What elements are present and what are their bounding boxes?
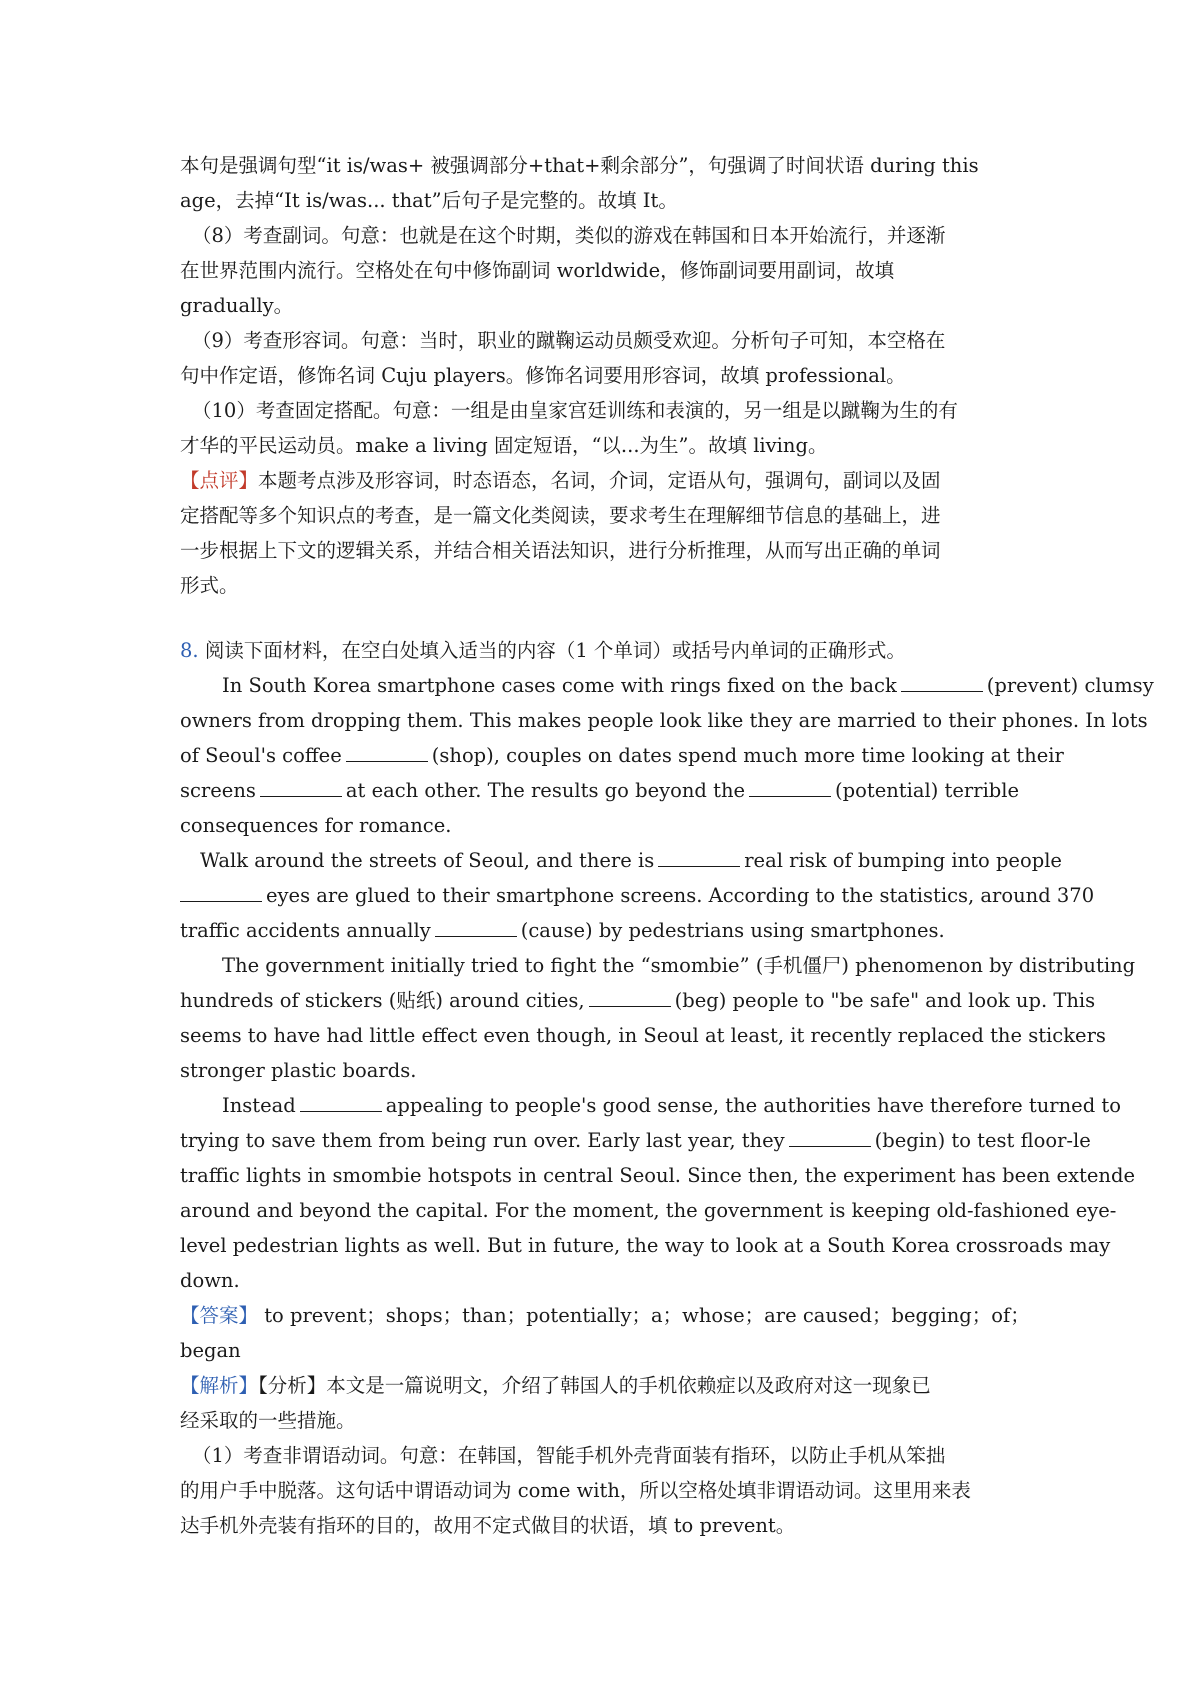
passage-line: owners from dropping them. This makes people look like they are married to their phones. In lots (180, 709, 1148, 732)
answer-blank[interactable] (658, 844, 740, 867)
answer-text: to prevent；shops；than；potentially；a；whose；are caused；begging；of； (258, 1304, 1030, 1327)
passage-line: trying to save them from being run over. Early last year, they (begin) to test floor-le (180, 1123, 1160, 1158)
answer-label: 【答案】 (180, 1304, 259, 1327)
answer-blank[interactable] (346, 739, 428, 762)
answer-line (180, 1298, 1160, 1333)
text-line: （10）考查固定搭配。句意：一组是由皇家宫廷训练和表演的，另一组是以蹴鞠为生的有 (192, 399, 958, 422)
analysis-label: 【解析】 (180, 1374, 259, 1397)
passage-line: hundreds of stickers (贴纸) around cities, (beg) people to "be safe" and look up. This (180, 983, 1160, 1018)
answer-blank[interactable] (589, 984, 671, 1007)
analysis-line (180, 1368, 1160, 1403)
passage-line: traffic lights in smombie hotspots in central Seoul. Since then, the experiment has been extende (180, 1164, 1135, 1187)
text-line: 达手机外壳装有指环的目的，故用不定式做目的状语，填 to prevent。 (180, 1514, 796, 1537)
text-line: （8）考查副词。句意：也就是在这个时期，类似的游戏在韩国和日本开始流行，并逐渐 (192, 224, 946, 247)
passage-line: seems to have had little effect even though, in Seoul at least, it recently replaced the stickers (180, 1024, 1106, 1047)
answer-blank[interactable] (260, 774, 342, 797)
text-line: 本句是强调句型“it is/was+ 被强调部分+that+剩余部分”，句强调了时间状语 during this (180, 154, 979, 177)
passage-line: screens at each other. The results go beyond the (potential) terrible (180, 773, 1160, 808)
review-label: 【点评】 (180, 469, 259, 492)
passage-line: eyes are glued to their smartphone screens. According to the statistics, around 370 (180, 878, 1160, 913)
review-text: 本题考点涉及形容词，时态语态，名词，介词，定语从句，强调句，副词以及固 (258, 469, 941, 492)
text-line: 定搭配等多个知识点的考查，是一篇文化类阅读，要求考生在理解细节信息的基础上，进 (180, 504, 941, 527)
passage-line: of Seoul's coffee (shop), couples on dates spend much more time looking at their (180, 738, 1160, 773)
passage-line: down. (180, 1269, 240, 1292)
answer-line: began (180, 1339, 241, 1362)
passage-line: stronger plastic boards. (180, 1059, 417, 1082)
text-line: 一步根据上下文的逻辑关系，并结合相关语法知识，进行分析推理，从而写出正确的单词 (180, 539, 941, 562)
text-line: 在世界范围内流行。空格处在句中修饰副词 worldwide，修饰副词要用副词，故填 (180, 259, 895, 282)
review-line (180, 463, 1160, 498)
answer-blank[interactable] (749, 774, 831, 797)
passage-line: In South Korea smartphone cases come with rings fixed on the back (prevent) clumsy (180, 668, 1160, 703)
text-line: gradually。 (180, 294, 294, 317)
passage-line: consequences for romance. (180, 814, 452, 837)
question-heading (180, 633, 1160, 668)
question-instruction: 阅读下面材料，在空白处填入适当的内容（1 个单词）或括号内单词的正确形式。 (204, 639, 906, 662)
text-line: （1）考查非谓语动词。句意：在韩国，智能手机外壳背面装有指环，以防止手机从笨拙 (192, 1444, 946, 1467)
answer-blank[interactable] (901, 669, 983, 692)
text-line: 句中作定语，修饰名词 Cuju players。修饰名词要用形容词，故填 professional。 (180, 364, 906, 387)
passage-line: Walk around the streets of Seoul, and there is real risk of bumping into people (180, 843, 1160, 878)
document-page (180, 148, 1160, 1543)
text-line: （9）考查形容词。句意：当时，职业的蹴鞠运动员颇受欢迎。分析句子可知，本空格在 (192, 329, 946, 352)
text-line: 才华的平民运动员。make a living 固定短语，“以...为生”。故填 living。 (180, 434, 828, 457)
passage-line: level pedestrian lights as well. But in future, the way to look at a South Korea crossroads may (180, 1234, 1111, 1257)
answer-blank[interactable] (300, 1089, 382, 1112)
text-line: 形式。 (180, 574, 239, 597)
passage-line: traffic accidents annually (cause) by pedestrians using smartphones. (180, 913, 1160, 948)
analysis-text: 【分析】本文是一篇说明文，介绍了韩国人的手机依赖症以及政府对这一现象已 (258, 1374, 931, 1397)
text-line: age，去掉“It is/was... that”后句子是完整的。故填 It。 (180, 189, 678, 212)
analysis-line: 经采取的一些措施。 (180, 1409, 356, 1432)
text-line: 的用户手中脱落。这句话中谓语动词为 come with，所以空格处填非谓语动词。这里用来表 (180, 1479, 971, 1502)
answer-blank[interactable] (435, 914, 517, 937)
question-number: 8. (180, 639, 199, 662)
answer-blank[interactable] (180, 879, 262, 902)
passage-line: The government initially tried to fight the “smombie” (手机僵尸) phenomenon by distributing (222, 954, 1136, 977)
passage-line: Instead appealing to people's good sense, the authorities have therefore turned to (180, 1088, 1160, 1123)
passage-line: around and beyond the capital. For the moment, the government is keeping old-fashioned eye- (180, 1199, 1117, 1222)
answer-blank[interactable] (789, 1124, 871, 1147)
